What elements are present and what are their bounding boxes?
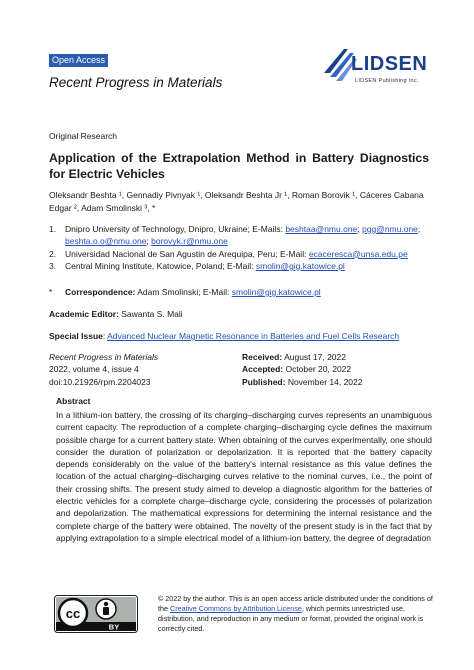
license-text-after: , which permits unrestricted use, distribution, and reproduction in any medium or format, provided the original work is correctly cited.: [158, 604, 424, 633]
email-link[interactable]: borovyk.r@nmu.one: [151, 236, 228, 247]
citation-journal: Recent Progress in Materials: [49, 352, 159, 362]
authors-line-1: Oleksandr Beshta ¹, Gennadiy Pivnyak ¹, Oleksandr Beshta Jr ¹, Roman Borovik ¹, Cáceres Cabana: [49, 190, 424, 200]
email-link[interactable]: beshtaa@nmu.one: [285, 224, 358, 234]
authors-line-2: Edgar ², Adam Smolinski ³, *: [49, 202, 156, 213]
email-link[interactable]: pgg@nmu.one: [362, 224, 418, 234]
editor-name: Sawanta S. Mali: [118, 309, 183, 319]
received-date: [242, 351, 362, 363]
academic-editor: [49, 309, 183, 319]
cc-by-license-icon[interactable]: [54, 595, 138, 633]
correspondence-star: *: [49, 287, 53, 297]
published-value: November 14, 2022: [285, 376, 363, 387]
correspondence: [49, 287, 321, 297]
citation-volume: 2022, volume 4, issue 4: [49, 364, 139, 375]
affiliation-text: Central Mining Institute, Katowice, Poland; E-Mail:: [65, 260, 256, 271]
logo-subtitle: LIDSEN Publishing Inc.: [355, 78, 419, 84]
received-value: August 17, 2022: [282, 352, 346, 362]
abstract-text: In a lithium-ion battery, the crossing of its charging–discharging curves represents an unambiguous current capacity. The reproduction of a complete charging–discharging cycle defines the maximum possible charge for a current battery state. When obtaining of the curves experimentally, one should consider the duration of polarization or depolarization. It is reported that the battery capacity depends considerably on the value of the battery's internal resistance as this value defines the location of the actual charging–discharging curves relative to the nominal curves, i.e., the point of their crossing shifts. The present study aimed to develop a diagnostic algorithm for the batteries of electric vehicles for a complete charge–discharge cycle, considering the processes of polarization and depolarization. The mathematical expressions for determining the internal resistance and the complete charge of the battery were obtained. The novelty of the present study is in the fact that by applying extrapolation to a simple electrical model of a lithium-ion battery, the degree of degradation: [56, 410, 432, 543]
license-statement: [158, 594, 436, 634]
cc-text: cc: [65, 606, 81, 621]
separator: :: [102, 331, 108, 341]
separator: ;: [417, 224, 421, 234]
accepted-value: October 20, 2022: [283, 364, 352, 375]
editor-label: Academic Editor:: [49, 309, 119, 319]
author-list: [49, 189, 431, 214]
license-text-before: © 2022 by the author. This is an open access article distributed under the conditions of the: [158, 594, 433, 613]
correspondence-text: Adam Smolinski; E-Mail:: [135, 287, 232, 297]
affiliation-text: Universidad Nacional de San Agustin de Arequipa, Peru; E-Mail:: [65, 248, 309, 259]
affiliations: [49, 223, 434, 272]
affiliation-body: [65, 223, 420, 248]
affiliation-text: Dnipro University of Technology, Dnipro, Ukraine; E-Mails:: [65, 224, 286, 234]
affiliation-body: [65, 248, 408, 260]
special-issue: [49, 331, 399, 341]
affiliation-1: [49, 223, 434, 248]
open-access-badge: Open Access: [49, 54, 108, 67]
affiliation-2: [49, 248, 434, 260]
citation-dates: [242, 351, 362, 388]
citation-doi[interactable]: doi:10.21926/rpm.2204023: [49, 376, 151, 387]
correspondence-label: Correspondence:: [65, 287, 136, 297]
affiliation-number: 1.: [49, 224, 57, 234]
affiliation-number: 2.: [49, 248, 57, 259]
affiliation-number: 3.: [49, 260, 57, 271]
accepted-label: Accepted:: [242, 364, 284, 375]
logo-name: LIDSEN: [351, 53, 428, 75]
email-link[interactable]: smolin@gig.katowice.pl: [255, 260, 345, 271]
email-link[interactable]: beshta.o.o@nmu.one: [65, 236, 147, 247]
special-issue-label: Special Issue: [49, 331, 103, 341]
article-title: Application of the Extrapolation Method in Battery Diagnostics for Electric Vehicles: [49, 151, 429, 181]
journal-name: Recent Progress in Materials: [49, 75, 223, 90]
abstract-heading: Abstract: [56, 396, 91, 406]
published-label: Published:: [242, 376, 286, 387]
email-link[interactable]: ecaceresca@unsa.edu.pe: [308, 248, 408, 259]
special-issue-link[interactable]: Advanced Nuclear Magnetic Resonance in Batteries and Fuel Cells Research: [107, 331, 400, 341]
by-text: BY: [108, 622, 120, 632]
email-link[interactable]: smolin@gig.katowice.pl: [231, 287, 321, 297]
separator: ;: [357, 224, 363, 234]
article-type: Original Research: [49, 131, 118, 141]
separator: ;: [146, 236, 152, 247]
citation-info: [49, 351, 158, 388]
license-link[interactable]: Creative Commons by Attribution License: [170, 604, 302, 613]
affiliation-3: [49, 260, 434, 272]
affiliation-body: [65, 260, 345, 272]
received-label: Received:: [242, 352, 283, 362]
published-date: [242, 376, 362, 388]
accepted-date: [242, 363, 362, 375]
